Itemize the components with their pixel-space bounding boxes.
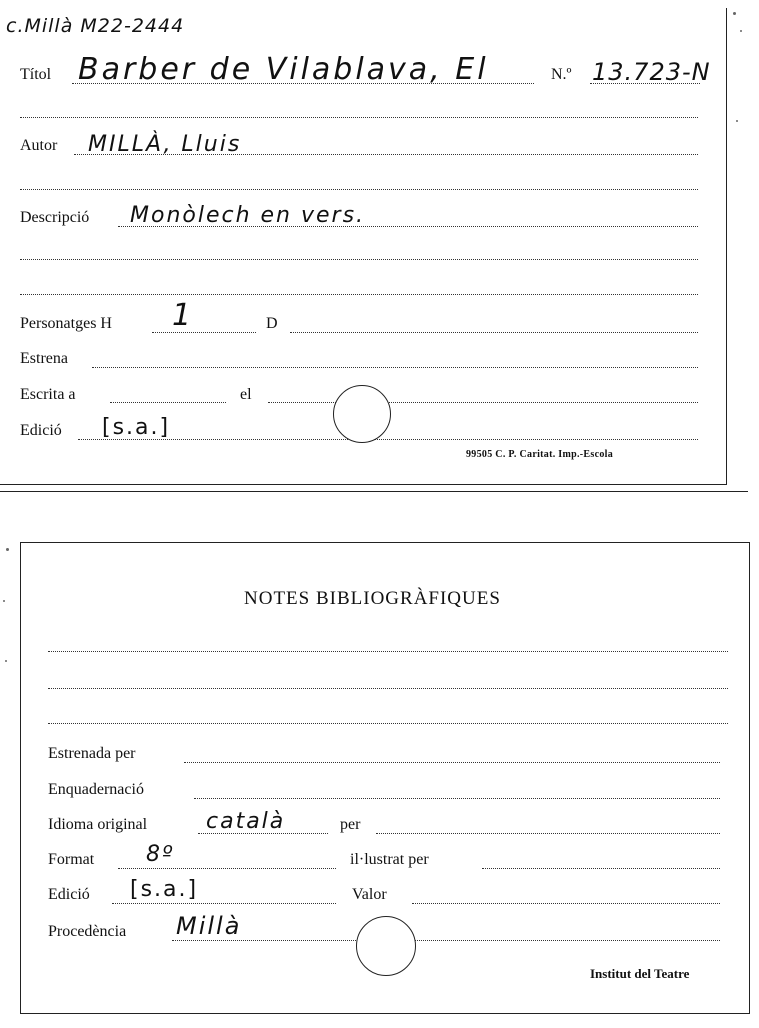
edicio-label: Edició xyxy=(20,422,62,439)
punch-hole-card2 xyxy=(356,916,416,976)
notes-heading: NOTES BIBLIOGRÀFIQUES xyxy=(244,588,501,609)
illustrat-dotted-line xyxy=(482,868,720,869)
estrena-dotted-line xyxy=(92,367,698,368)
notes-blank-line-3 xyxy=(48,723,728,724)
blank-line-2 xyxy=(20,189,698,190)
procedencia-value: Millà xyxy=(176,912,242,940)
edicio-value: [s.a.] xyxy=(102,415,171,440)
blank-line-4 xyxy=(20,294,698,295)
idioma-label: Idioma original xyxy=(48,816,148,833)
printer-imprint: 99505 C. P. Caritat. Imp.-Escola xyxy=(466,449,614,460)
procedencia-dotted-line xyxy=(172,940,720,941)
escrita-label: Escrita a xyxy=(20,386,76,403)
autor-value: MILLÀ, Lluis xyxy=(88,132,242,157)
estrena-label: Estrena xyxy=(20,350,68,367)
edicio-dotted-line xyxy=(78,439,698,440)
personatges-h-value: 1 xyxy=(172,298,194,333)
escrita-dotted-line xyxy=(110,402,226,403)
per-label: per xyxy=(340,816,361,833)
format-value: 8º xyxy=(146,842,175,867)
estrenada-label: Estrenada per xyxy=(48,745,136,762)
numero-value: 13.723-N xyxy=(592,58,711,86)
blank-line-1 xyxy=(20,117,698,118)
descripcio-value: Monòlech en vers. xyxy=(130,203,366,228)
personatges-label: Personatges H xyxy=(20,315,112,332)
card1-bottom-edge xyxy=(0,491,748,492)
enquadernacio-dotted-line xyxy=(194,798,720,799)
titol-value: Barber de Vilablava, El xyxy=(78,52,489,87)
scan-speck xyxy=(5,660,7,662)
catalog-reference: c.Millà M22-2444 xyxy=(6,15,185,37)
scan-speck xyxy=(6,548,9,551)
personatges-d-label: D xyxy=(266,315,278,332)
punch-hole-card1 xyxy=(333,385,391,443)
scan-speck xyxy=(740,30,742,32)
idioma-value: català xyxy=(206,809,286,834)
titol-label: Títol xyxy=(20,66,52,83)
notes-edicio-value: [s.a.] xyxy=(130,877,199,902)
valor-label: Valor xyxy=(352,886,387,903)
per-dotted-line xyxy=(376,833,720,834)
valor-dotted-line xyxy=(412,903,720,904)
blank-line-3 xyxy=(20,259,698,260)
enquadernacio-label: Enquadernació xyxy=(48,781,144,798)
notes-blank-line-2 xyxy=(48,688,728,689)
estrenada-dotted-line xyxy=(184,762,720,763)
personatges-d-dotted-line xyxy=(290,332,698,333)
institution-name: Institut del Teatre xyxy=(590,966,690,981)
el-label: el xyxy=(240,386,252,403)
scan-speck xyxy=(736,120,738,122)
notes-blank-line-1 xyxy=(48,651,728,652)
scan-speck xyxy=(3,600,5,602)
el-dotted-line xyxy=(268,402,698,403)
procedencia-label: Procedència xyxy=(48,923,127,940)
scan-speck xyxy=(733,12,736,15)
format-label: Format xyxy=(48,851,95,868)
autor-label: Autor xyxy=(20,137,58,154)
descripcio-label: Descripció xyxy=(20,209,90,226)
personatges-h-dotted-line xyxy=(152,332,256,333)
numero-label: N.º xyxy=(551,66,572,83)
illustrat-label: il·lustrat per xyxy=(350,851,429,868)
notes-edicio-label: Edició xyxy=(48,886,90,903)
